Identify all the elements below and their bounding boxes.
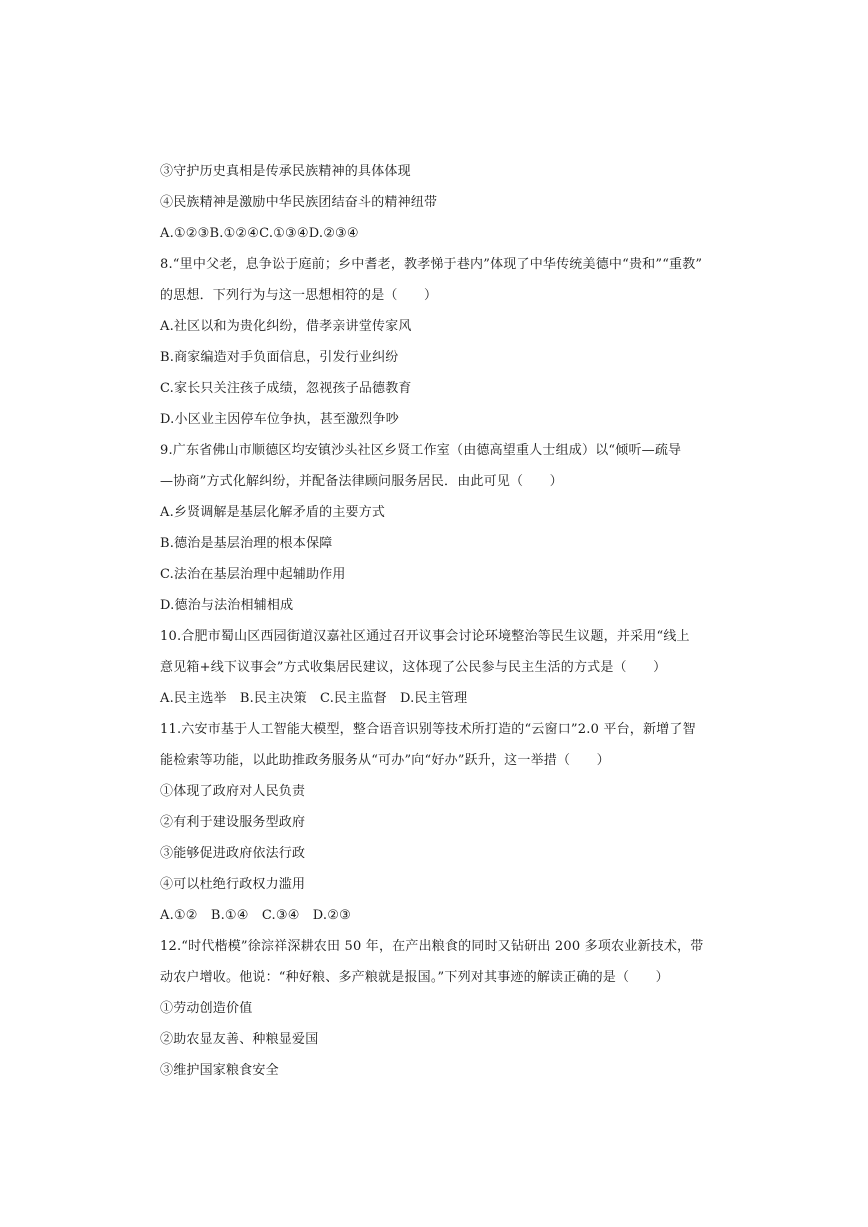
option-line: ④民族精神是激励中华民族团结奋斗的精神纽带 [160, 195, 438, 210]
question-9-text: 9.广东省佛山市顺德区均安镇沙头社区乡贤工作室（由德高望重人士组成）以“倾听—疏导 [160, 443, 682, 458]
question-8-option-b: B.商家编造对手负面信息，引发行业纠纷 [160, 350, 399, 365]
question-9-option-a: A.乡贤调解是基层化解矛盾的主要方式 [160, 505, 386, 520]
question-10-text: 意见箱+线下议事会”方式收集居民建议，这体现了公民参与民主生活的方式是（ ） [160, 660, 667, 675]
question-12-statement: ②助农显友善、种粮显爱国 [160, 1032, 319, 1047]
question-9-option-c: C.法治在基层治理中起辅助作用 [160, 567, 346, 582]
question-8-option-a: A.社区以和为贵化纠纷，借孝亲讲堂传家风 [160, 319, 412, 334]
question-11-statement: ③能够促进政府依法行政 [160, 846, 306, 861]
question-12-statement: ③维护国家粮食安全 [160, 1063, 279, 1078]
document-body [160, 156, 704, 1086]
question-8-option-c: C.家长只关注孩子成绩，忽视孩子品德教育 [160, 381, 412, 396]
question-9-option-d: D.德治与法治相辅相成 [160, 598, 294, 613]
question-11-statement: ②有利于建设服务型政府 [160, 815, 306, 830]
question-10-text: 10.合肥市蜀山区西园街道汉嘉社区通过召开议事会讨论环境整治等民生议题，并采用“线上 [160, 629, 690, 644]
question-8-text: 的思想．下列行为与这一思想相符的是（ ） [160, 288, 438, 303]
question-8-text: 8.“里中父老，息争讼于庭前；乡中耆老，教孝悌于巷内”体现了中华传统美德中“贵和”“重教” [160, 257, 703, 272]
question-8-option-d: D.小区业主因停车位争执，甚至激烈争吵 [160, 412, 399, 427]
question-12-statement: ①劳动创造价值 [160, 1001, 253, 1016]
question-12-text: 动农户增收。他说：“种好粮、多产粮就是报国。”下列对其事迹的解读正确的是（ ） [160, 970, 669, 985]
question-9-text: —协商”方式化解纠纷，并配备法律顾问服务居民．由此可见（ ） [160, 474, 563, 489]
question-11-statement: ①体现了政府对人民负责 [160, 784, 306, 799]
question-11-text: 11.六安市基于人工智能大模型，整合语音识别等技术所打造的“云窗口”2.0 平台，新增了智 [160, 722, 696, 737]
option-line: ③守护历史真相是传承民族精神的具体体现 [160, 164, 411, 179]
question-10-options: A.民主选举 B.民主决策 C.民主监督 D.民主管理 [160, 691, 468, 706]
question-12-text: 12.“时代楷模”徐淙祥深耕农田 50 年，在产出粮食的同时又钻研出 200 多项农业新技术，带 [160, 939, 704, 954]
question-11-options: A.①② B.①④ C.③④ D.②③ [160, 908, 351, 923]
answer-choices: A.①②③B.①②④C.①③④D.②③④ [160, 226, 359, 241]
question-9-option-b: B.德治是基层治理的根本保障 [160, 536, 333, 551]
question-11-statement: ④可以杜绝行政权力滥用 [160, 877, 306, 892]
question-11-text: 能检索等功能，以此助推政务服务从“可办”向“好办”跃升，这一举措（ ） [160, 753, 610, 768]
